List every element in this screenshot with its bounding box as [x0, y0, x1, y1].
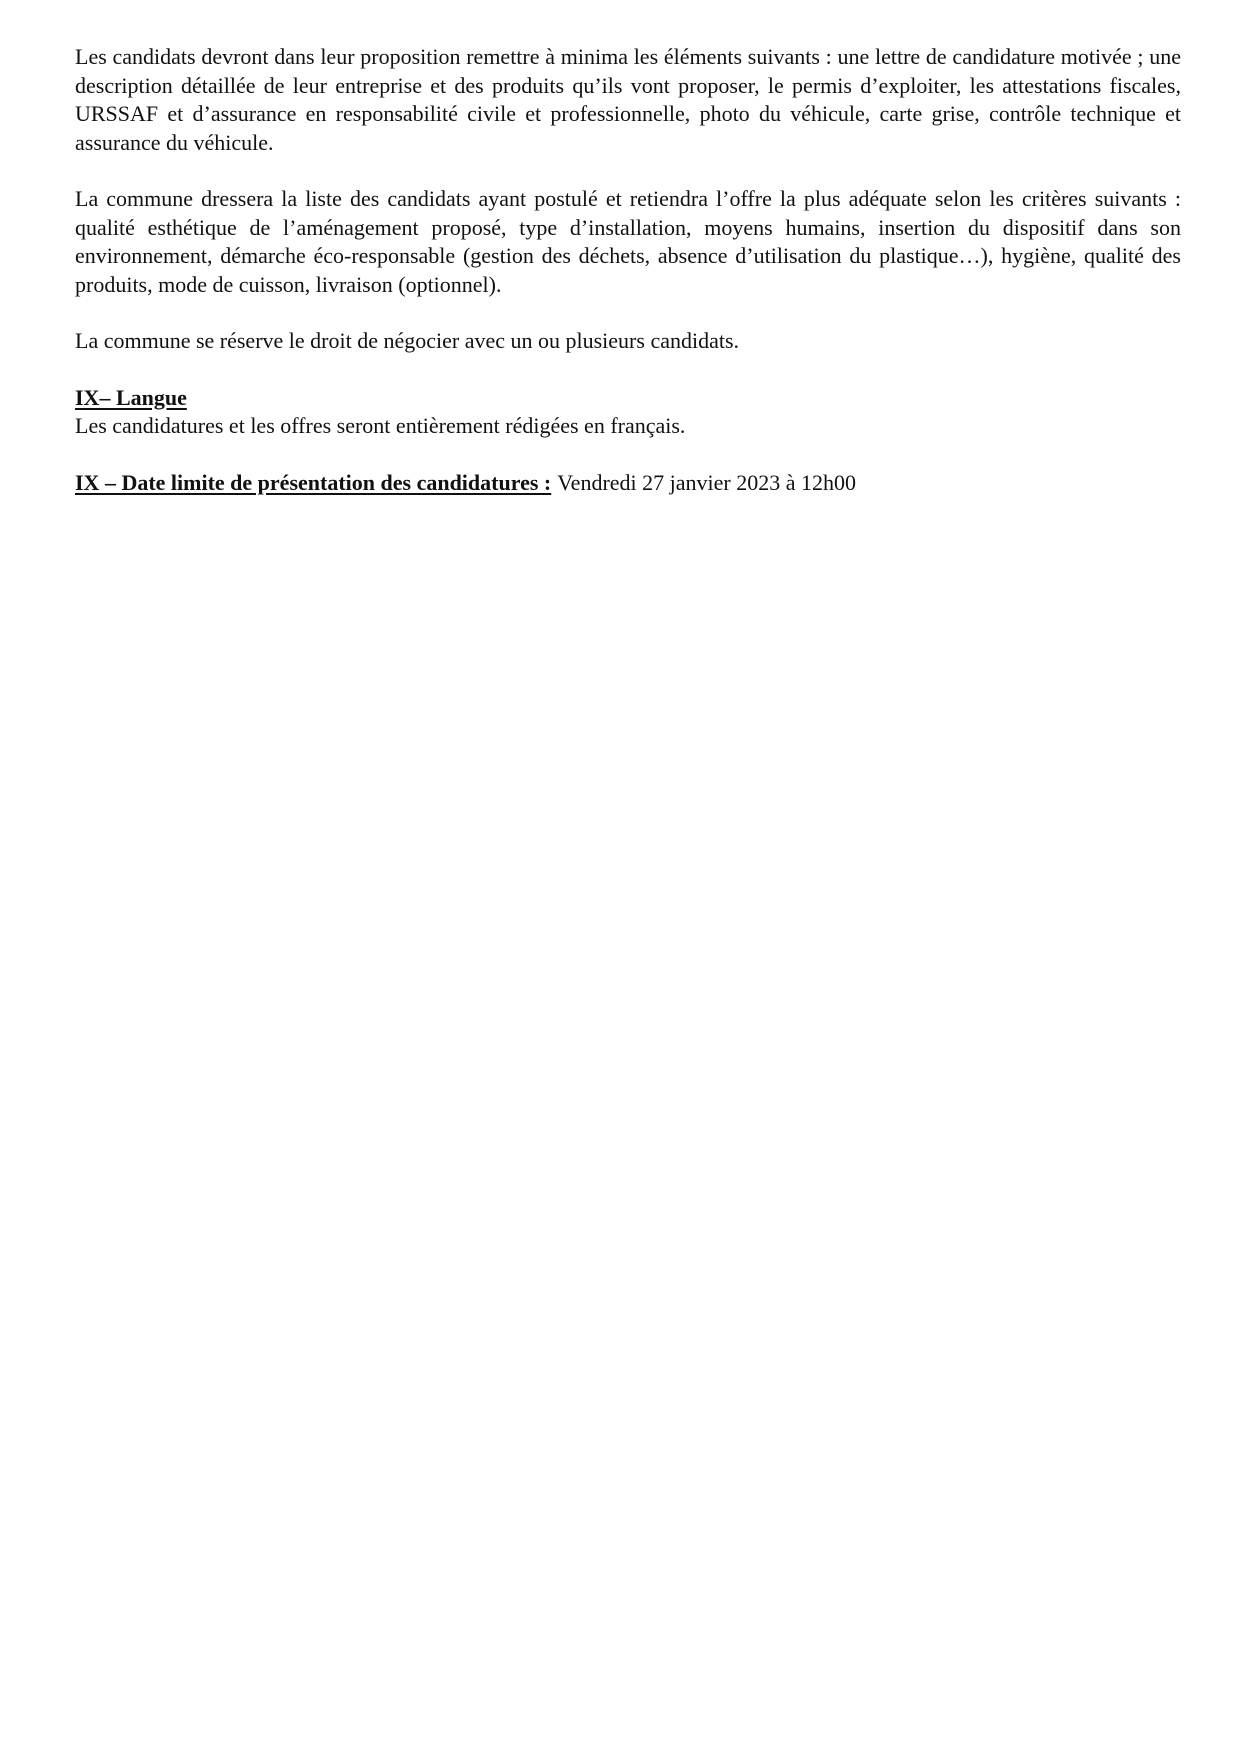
deadline-line — [75, 469, 1181, 498]
deadline-heading: IX – Date limite de présentation des candidatures : — [75, 469, 552, 495]
document-page — [75, 43, 1181, 525]
paragraph-negotiation-right: La commune se réserve le droit de négocier avec un ou plusieurs candidats. — [75, 328, 740, 353]
language-heading-line — [75, 384, 1181, 413]
language-heading: IX– Langue — [75, 384, 187, 410]
language-text: Les candidatures et les offres seront entièrement rédigées en français. — [75, 413, 686, 438]
deadline-section — [75, 469, 1181, 498]
paragraph-selection-criteria: La commune dressera la liste des candidats ayant postulé et retiendra l’offre la plus adéquate selon les critères suivants : qualité esthétique de l’aménagement proposé, type d’installation, moyens humains, insertion du dispositif dans son environnement, démarche éco-responsable (gestion des déchets, absence d’utilisation du plastique…), hygiène, qualité des produits, mode de cuisson, livraison (optionnel). — [75, 186, 1181, 297]
paragraph-required-documents: Les candidats devront dans leur proposition remettre à minima les éléments suivants : une lettre de candidature motivée ; une description détaillée de leur entreprise et des produits qu’ils vont proposer, le permis d’exploiter, les attestations fiscales, URSSAF et d’assurance en responsabilité civile et professionnelle, photo du véhicule, carte grise, contrôle technique et assurance du véhicule. — [75, 44, 1181, 155]
language-section — [75, 384, 1181, 441]
deadline-value: Vendredi 27 janvier 2023 à 12h00 — [557, 469, 856, 495]
